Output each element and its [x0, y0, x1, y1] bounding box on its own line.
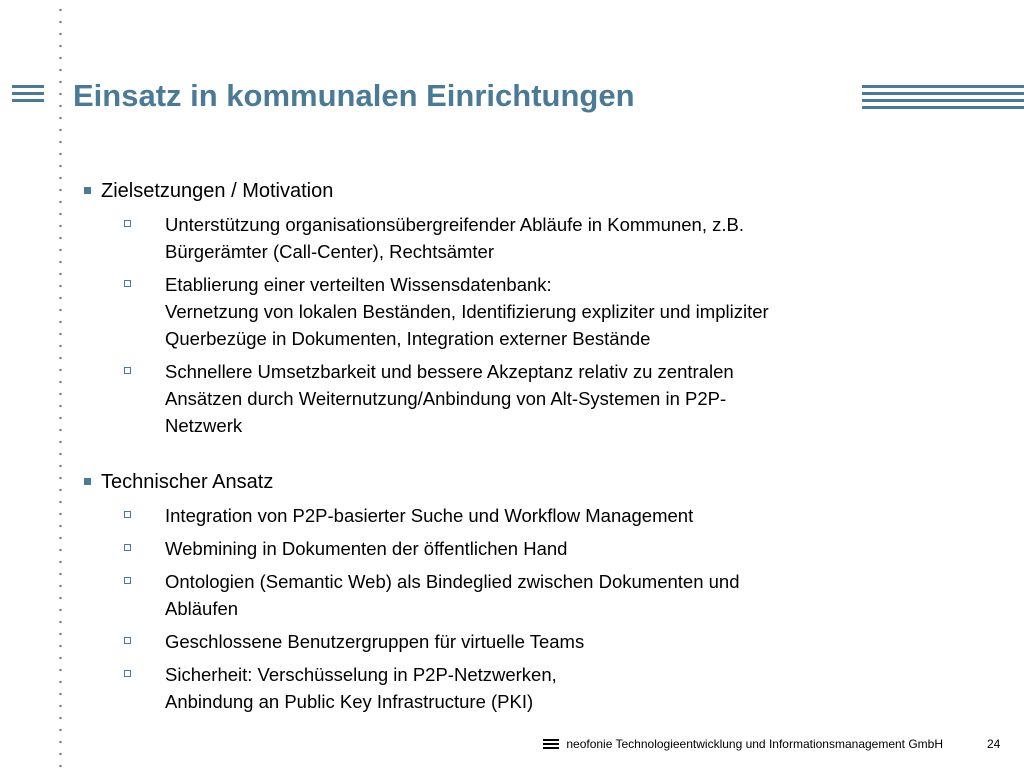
square-bullet-icon: [84, 478, 91, 485]
hollow-square-bullet-icon: [124, 670, 131, 677]
list-item: Geschlossene Benutzergruppen für virtuelle Teams: [84, 628, 984, 655]
footer-company: neofonie Technologieentwicklung und Informationsmanagement GmbH: [566, 737, 944, 751]
company-logo-icon: [543, 739, 559, 751]
section-heading-technischer-ansatz: Technischer Ansatz: [84, 469, 984, 496]
hollow-square-bullet-icon: [124, 637, 131, 644]
page-number: 24: [987, 737, 1001, 751]
left-stripes-decoration: [12, 85, 44, 106]
list-item: Sicherheit: Verschüsselung in P2P-Netzwerken, Anbindung an Public Key Infrastructure (PKI): [84, 661, 984, 715]
right-stripes-decoration: [862, 85, 1024, 113]
list-item: Integration von P2P-basierter Suche und Workflow Management: [84, 502, 984, 529]
square-bullet-icon: [84, 187, 91, 194]
hollow-square-bullet-icon: [124, 577, 131, 584]
list-item: Etablierung einer verteilten Wissensdatenbank: Vernetzung von lokalen Beständen, Identifizierung expliziter und impliziter Querbezüge in Dokumenten, Integration externer Bestände: [84, 271, 984, 352]
list-item: Schnellere Umsetzbarkeit und bessere Akzeptanz relativ zu zentralen Ansätzen durch Weiternutzung/Anbindung von Alt-Systemen in P2P- Netzwerk: [84, 358, 984, 439]
footer: [543, 737, 943, 751]
slide-content: [84, 178, 984, 715]
list-item: Ontologien (Semantic Web) als Bindeglied zwischen Dokumenten und Abläufen: [84, 568, 984, 622]
vertical-dotted-divider: [59, 0, 62, 768]
hollow-square-bullet-icon: [124, 511, 131, 518]
hollow-square-bullet-icon: [124, 280, 131, 287]
list-item: Webmining in Dokumenten der öffentlichen Hand: [84, 535, 984, 562]
slide-title: Einsatz in kommunalen Einrichtungen: [73, 78, 635, 113]
list-item: Unterstützung organisationsübergreifender Abläufe in Kommunen, z.B. Bürgerämter (Call-Center), Rechtsämter: [84, 211, 984, 265]
hollow-square-bullet-icon: [124, 220, 131, 227]
section-heading-zielsetzungen: Zielsetzungen / Motivation: [84, 178, 984, 205]
hollow-square-bullet-icon: [124, 367, 131, 374]
hollow-square-bullet-icon: [124, 544, 131, 551]
